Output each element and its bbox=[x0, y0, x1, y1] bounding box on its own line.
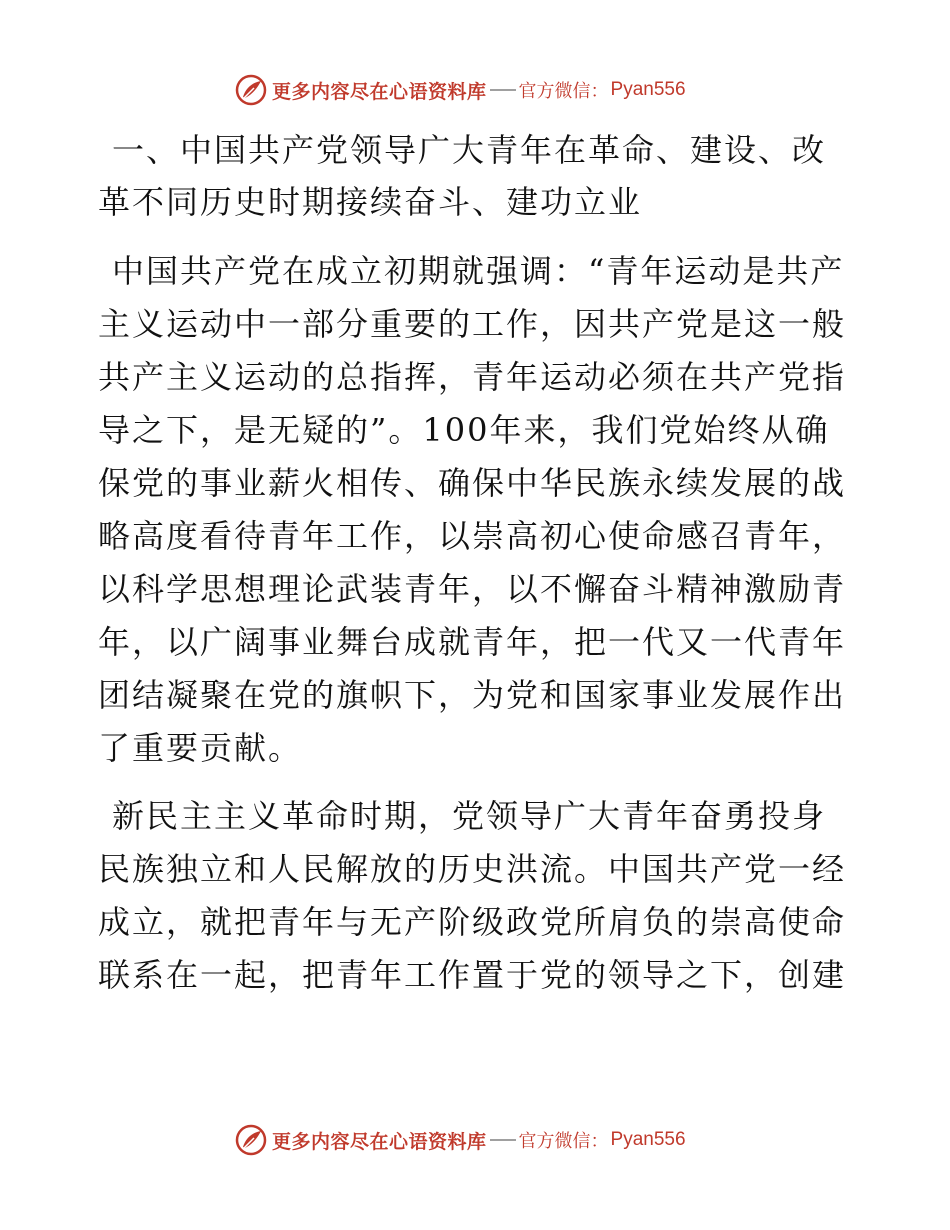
banner-wechat-id: Pyan556 bbox=[610, 79, 686, 100]
document-body bbox=[98, 124, 858, 1002]
body-paragraph-1: 中国共产党在成立初期就强调：“青年运动是共产主义运动中一部分重要的工作，因共产党是这一般共产主义运动的总指挥，青年运动必须在共产党指导之下，是无疑的”。100年来，我们党始终从确保党的事业薪火相传、确保中华民族永续发展的战略高度看待青年工作，以崇高初心使命感召青年，以科学思想理论武装青年，以不懈奋斗精神激励青年，以广阔事业舞台成就青年，把一代又一代青年团结凝聚在党的旗帜下，为党和国家事业发展作出了重要贡献。 bbox=[98, 252, 847, 767]
red-circle-leaf-logo-icon bbox=[234, 1123, 268, 1157]
banner-wechat-id: Pyan556 bbox=[610, 1129, 686, 1150]
banner-brand-text: 更多内容尽在心语资料库 bbox=[272, 1130, 487, 1153]
red-circle-leaf-logo-icon bbox=[234, 73, 268, 107]
section-heading: 一、中国共产党领导广大青年在革命、建设、改革不同历史时期接续奋斗、建功立业 bbox=[98, 131, 827, 221]
banner-wechat-label: 官方微信： bbox=[518, 81, 609, 102]
header-banner bbox=[234, 72, 714, 108]
banner-dash bbox=[490, 89, 516, 91]
banner-dash bbox=[490, 1139, 516, 1141]
body-paragraph-2: 新民主主义革命时期，党领导广大青年奋勇投身民族独立和人民解放的历史洪流。中国共产党一经成立，就把青年与无产阶级政党所肩负的崇高使命联系在一起，把青年工作置于党的领导之下，创建 bbox=[98, 797, 847, 994]
banner-wechat-label: 官方微信： bbox=[518, 1131, 609, 1152]
banner-brand-text: 更多内容尽在心语资料库 bbox=[272, 80, 487, 103]
footer-banner bbox=[234, 1122, 714, 1158]
